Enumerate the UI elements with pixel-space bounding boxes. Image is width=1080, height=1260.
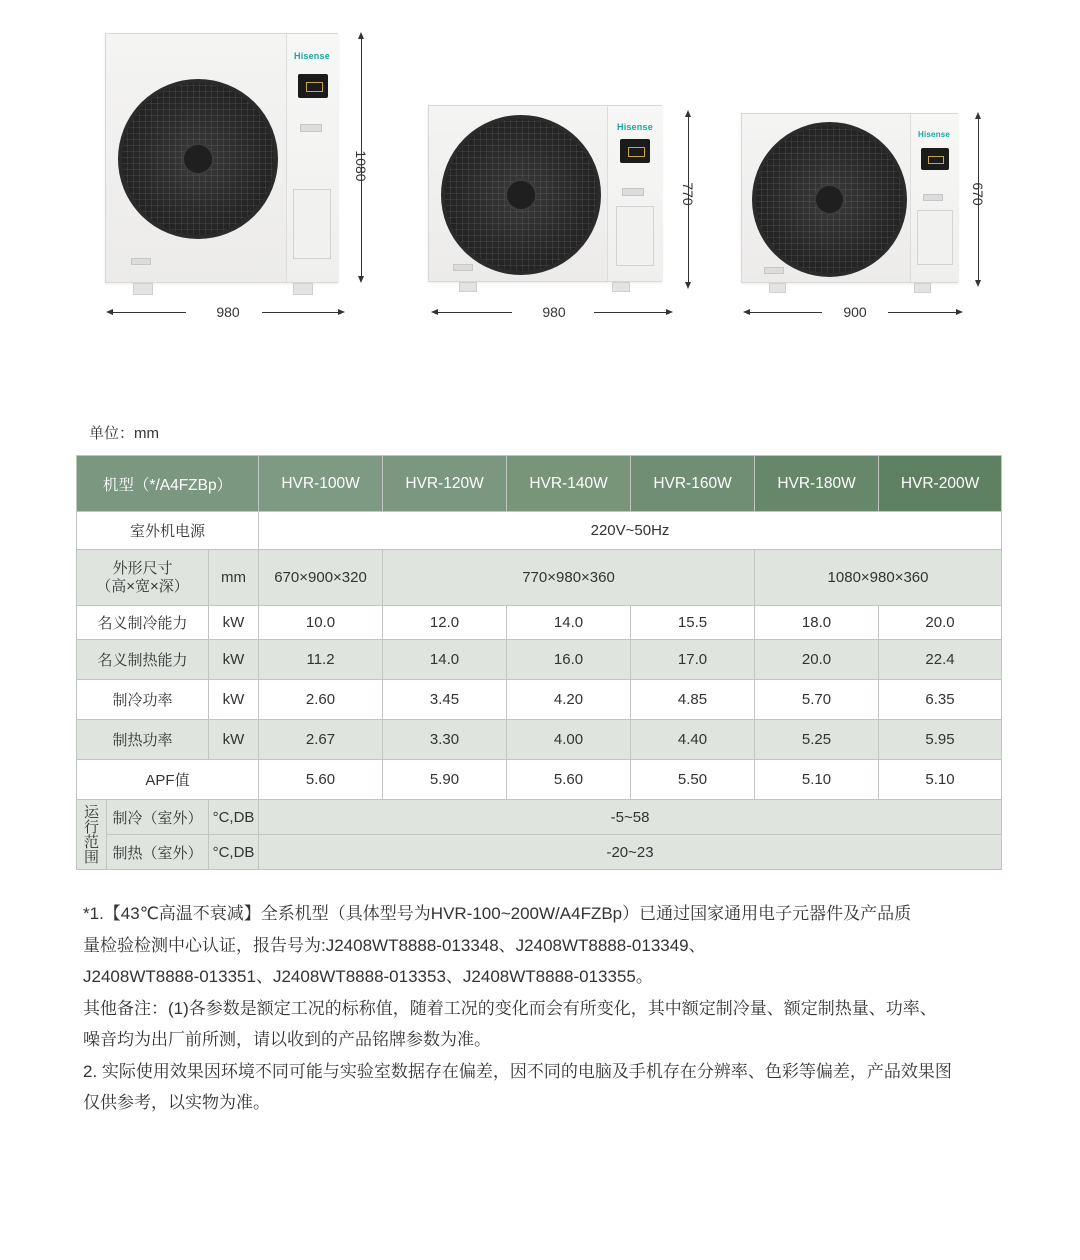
row-unit: kW <box>209 640 259 680</box>
unit-foot <box>612 282 630 292</box>
arrow-up-icon <box>975 112 981 119</box>
side-panel <box>286 34 339 282</box>
cell-value: 3.45 <box>383 680 507 720</box>
arrow-left-icon <box>431 309 438 315</box>
cell-value: 1080×980×360 <box>755 550 1002 606</box>
notes <box>83 898 1003 1119</box>
header-model: HVR-180W <box>755 456 879 512</box>
unit-label: 单位：mm <box>89 425 159 442</box>
row-label: 制热功率 <box>77 720 209 760</box>
height-label: 1080 <box>353 150 369 182</box>
height-label: 670 <box>970 182 986 206</box>
cell-value: 20.0 <box>879 606 1002 640</box>
note-line: J2408WT8888-013351、J2408WT8888-013353、J2408WT8888-013355。 <box>83 967 653 986</box>
header-row <box>77 456 1002 512</box>
arrow-left-icon <box>743 309 750 315</box>
cell-value: 5.10 <box>879 760 1002 800</box>
brand-logo: Hisense <box>294 51 330 61</box>
arrow-up-icon <box>358 32 364 39</box>
row-label: 名义制热能力 <box>77 640 209 680</box>
fan-grille <box>752 122 907 277</box>
cell-value: 5.90 <box>383 760 507 800</box>
table-row-heating-range <box>77 835 1002 870</box>
vent-slot <box>622 188 644 196</box>
cell-value: 17.0 <box>631 640 755 680</box>
unit-foot <box>914 283 931 293</box>
fan-grille <box>441 115 601 275</box>
note-line: 其他备注：(1)各参数是额定工况的标称值，随着工况的变化而会有所变化，其中额定制冷量、额定制热量、功率、 <box>83 998 937 1018</box>
display-screen <box>921 148 949 170</box>
unit-foot <box>459 282 477 292</box>
cell-value: 20.0 <box>755 640 879 680</box>
cell-value: 5.60 <box>507 760 631 800</box>
width-dimension-line-left <box>436 312 512 313</box>
row-label: APF值 <box>77 760 259 800</box>
row-unit: mm <box>209 550 259 606</box>
arrow-right-icon <box>338 309 345 315</box>
bottom-slot <box>453 264 473 271</box>
cell-value: 2.67 <box>259 720 383 760</box>
fan-grille <box>118 79 278 239</box>
row-unit: °C,DB <box>209 835 259 870</box>
arrow-down-icon <box>975 280 981 287</box>
table-row-apf <box>77 760 1002 800</box>
cell-value: 6.35 <box>879 680 1002 720</box>
unit-foot <box>133 283 153 295</box>
cell-value: 4.85 <box>631 680 755 720</box>
display-screen <box>298 74 328 98</box>
note-line: 噪音均为出厂前所测，请以收到的产品铭牌参数为准。 <box>83 1030 491 1049</box>
bottom-slot <box>764 267 784 274</box>
table-row-cooling-power <box>77 680 1002 720</box>
width-label: 980 <box>216 304 240 320</box>
arrow-up-icon <box>685 110 691 117</box>
brand-logo: Hisense <box>617 122 653 132</box>
cell-value: 14.0 <box>383 640 507 680</box>
cell-value: 3.30 <box>383 720 507 760</box>
product-images <box>0 0 1080 340</box>
cell-value: 4.00 <box>507 720 631 760</box>
range-group-label <box>77 800 107 870</box>
arrow-down-icon <box>358 276 364 283</box>
width-label: 900 <box>843 304 867 320</box>
side-panel <box>607 106 663 281</box>
table-row-heating-capacity <box>77 640 1002 680</box>
cell-value: 5.10 <box>755 760 879 800</box>
fan-hub <box>814 184 845 215</box>
fan-hub <box>182 143 214 175</box>
range-label-char: 行 <box>83 818 99 836</box>
row-label <box>77 550 209 606</box>
bottom-slot <box>131 258 151 265</box>
row-unit: °C,DB <box>209 800 259 835</box>
cell-value: 11.2 <box>259 640 383 680</box>
display-screen <box>620 139 650 163</box>
header-model: HVR-100W <box>259 456 383 512</box>
cell-value: 4.40 <box>631 720 755 760</box>
header-model: HVR-120W <box>383 456 507 512</box>
arrow-right-icon <box>666 309 673 315</box>
side-panel <box>910 114 959 282</box>
cell-value: 5.50 <box>631 760 755 800</box>
spec-table <box>76 455 1002 870</box>
width-dimension-line-left <box>111 312 186 313</box>
cell-value: 12.0 <box>383 606 507 640</box>
row-label: 名义制冷能力 <box>77 606 209 640</box>
cell-value: 4.20 <box>507 680 631 720</box>
table-row-power-supply <box>77 512 1002 550</box>
cell-value: 16.0 <box>507 640 631 680</box>
cell-value: -20~23 <box>259 835 1002 870</box>
cell-value: 18.0 <box>755 606 879 640</box>
header-model: HVR-160W <box>631 456 755 512</box>
range-label-char: 范 <box>83 833 99 851</box>
table-row-heating-power <box>77 720 1002 760</box>
unit-cabinet <box>105 33 338 283</box>
width-label: 980 <box>542 304 566 320</box>
unit-cabinet <box>428 105 662 282</box>
cell-value: 770×980×360 <box>383 550 755 606</box>
width-dimension-line-left <box>748 312 822 313</box>
note-line: *1.【43℃高温不衰减】全系机型（具体型号为HVR-100~200W/A4FZBp）已通过国家通用电子元器件及产品质 <box>83 904 912 923</box>
brand-logo: Hisense <box>918 130 951 139</box>
unit-foot <box>293 283 313 295</box>
width-dimension-line-right <box>888 312 958 313</box>
unit-cabinet <box>741 113 958 283</box>
row-label-line1: 外形尺寸 <box>112 559 173 577</box>
table-row-cooling-range <box>77 800 1002 835</box>
arrow-down-icon <box>685 282 691 289</box>
row-unit: kW <box>209 606 259 640</box>
arrow-left-icon <box>106 309 113 315</box>
row-unit: kW <box>209 680 259 720</box>
cell-value: 14.0 <box>507 606 631 640</box>
fan-hub <box>505 179 537 211</box>
cell-value: 10.0 <box>259 606 383 640</box>
row-label-line2: （高×宽×深） <box>96 577 189 595</box>
cell-value: 220V~50Hz <box>259 512 1002 550</box>
cell-value: 22.4 <box>879 640 1002 680</box>
note-line: 仅供参考，以实物为准。 <box>83 1093 270 1112</box>
row-label: 制热（室外） <box>107 835 209 870</box>
range-label-char: 围 <box>83 848 99 866</box>
louver-panel <box>616 206 654 266</box>
cell-value: -5~58 <box>259 800 1002 835</box>
arrow-right-icon <box>956 309 963 315</box>
note-line: 量检验检测中心认证，报告号为:J2408WT8888-013348、J2408WT8888-013349、 <box>83 935 706 955</box>
table-row-size <box>77 550 1002 606</box>
width-dimension-line-right <box>262 312 340 313</box>
row-label: 制冷（室外） <box>107 800 209 835</box>
vent-slot <box>923 194 943 201</box>
vent-slot <box>300 124 322 132</box>
header-model: HVR-200W <box>879 456 1002 512</box>
cell-value: 5.25 <box>755 720 879 760</box>
row-label: 制冷功率 <box>77 680 209 720</box>
cell-value: 5.70 <box>755 680 879 720</box>
louver-panel <box>293 189 331 259</box>
header-model: HVR-140W <box>507 456 631 512</box>
row-label: 室外机电源 <box>77 512 259 550</box>
cell-value: 5.95 <box>879 720 1002 760</box>
cell-value: 5.60 <box>259 760 383 800</box>
row-unit: kW <box>209 720 259 760</box>
table-row-cooling-capacity <box>77 606 1002 640</box>
header-model-label: 机型（*/A4FZBp） <box>77 456 259 512</box>
note-line: 2. 实际使用效果因环境不同可能与实验室数据存在偏差，因不同的电脑及手机存在分辨率、色彩等偏差，产品效果图 <box>83 1061 952 1081</box>
height-label: 770 <box>680 182 696 206</box>
cell-value: 2.60 <box>259 680 383 720</box>
cell-value: 15.5 <box>631 606 755 640</box>
range-label-char: 运 <box>83 803 99 821</box>
width-dimension-line-right <box>594 312 668 313</box>
cell-value: 670×900×320 <box>259 550 383 606</box>
unit-foot <box>769 283 786 293</box>
louver-panel <box>917 210 953 265</box>
